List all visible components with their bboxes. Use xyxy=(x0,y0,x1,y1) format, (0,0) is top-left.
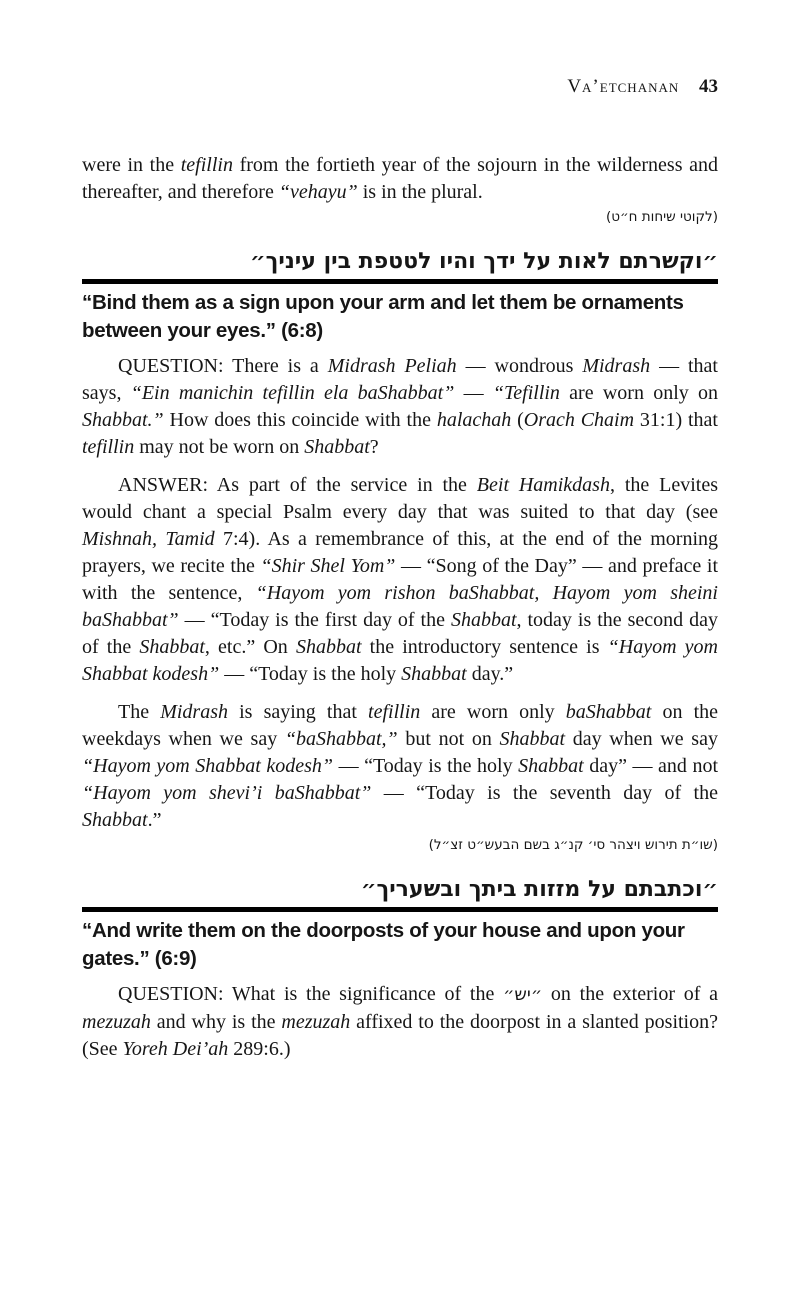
text-run: affixed to the doorpost in a slanted position? (See xyxy=(82,1011,718,1060)
text-run: Yoreh Dei’ah xyxy=(122,1038,229,1060)
text-run: mezuzah xyxy=(281,1011,351,1033)
section-divider-rule-2 xyxy=(82,907,718,912)
text-run: ( xyxy=(511,409,524,431)
text-run: — “Today is the seventh day of the xyxy=(371,782,718,804)
citation-likutei-sichot: (לקוטי שיחות ח״ט) xyxy=(605,209,718,225)
text-run: halachah xyxy=(436,409,512,431)
text-run: “Hayom yom shevi’i baShabbat” xyxy=(82,782,372,804)
text-run: is saying that xyxy=(228,701,369,723)
english-verse-title: “Bind them as a sign upon your arm and let them be ornaments between your eyes.” (6:8) xyxy=(82,291,684,342)
text-run: Shabbat.” xyxy=(82,409,164,431)
running-header xyxy=(82,76,718,98)
text-run: “vehayu” xyxy=(278,181,358,203)
text-run: day when we say xyxy=(565,728,718,750)
text-run: baShabbat xyxy=(565,701,652,723)
text-run: is in the plural. xyxy=(357,181,483,203)
text-run: 31:1) that xyxy=(634,409,718,431)
text-run: — xyxy=(454,382,493,404)
text-run: Shabbat xyxy=(82,809,148,831)
text-run: Mishnah, Tamid xyxy=(82,528,215,550)
text-run: Orach Chaim xyxy=(523,409,635,431)
parsha-title: Va’etchanan xyxy=(567,76,680,97)
text-run: “Hayom yom Shabbat kodesh” xyxy=(82,755,334,777)
paragraph-continuation xyxy=(82,152,718,206)
text-run: mezuzah xyxy=(82,1011,151,1033)
text-run: — that says, xyxy=(82,355,718,404)
text-run: , the Levites would chant a special Psalm every day that was suited to that day (see xyxy=(82,474,718,523)
text-run: and why is the xyxy=(150,1011,282,1033)
text-run: — “Today is the first day of the xyxy=(178,609,451,631)
text-run: .” xyxy=(147,809,162,831)
text-run: QUESTION: What is the significance of the xyxy=(118,983,504,1005)
hebrew-verse-title-2: ״וכתבתם על מזזות ביתך ובשעריך״ xyxy=(360,877,718,902)
text-run: tefillin xyxy=(180,154,233,176)
text-run: on the weekdays when we say xyxy=(82,701,719,750)
text-run: “Shir Shel Yom” xyxy=(260,555,396,577)
text-run: Midrash Peliah xyxy=(327,355,457,377)
text-run: “Ein manichin tefillin ela baShabbat” xyxy=(130,382,455,404)
text-run: “Hayom yom Shabbat kodesh” xyxy=(82,636,718,685)
text-run: QUESTION: There is a xyxy=(118,355,328,377)
text-run: Shabbat xyxy=(450,609,517,631)
section-tefillin xyxy=(82,248,718,854)
text-run: — wondrous xyxy=(456,355,583,377)
text-run: Shabbat xyxy=(139,636,205,658)
text-run: “Tefillin xyxy=(492,382,560,404)
text-run: 289:6.) xyxy=(228,1038,291,1060)
answer-paragraph xyxy=(82,472,718,688)
text-run: — “Song of the Day” — and preface it with the sentence, xyxy=(82,555,719,604)
text-run: but not on xyxy=(397,728,500,750)
text-run: day.” xyxy=(466,663,514,685)
text-run: on the exterior of a xyxy=(542,983,718,1005)
text-run: The xyxy=(118,701,161,723)
question-paragraph-2 xyxy=(82,981,718,1063)
text-run: 7:4). As a remembrance of this, at the end of the morning prayers, we recite the xyxy=(82,528,718,577)
text-run: Midrash xyxy=(160,701,229,723)
text-run: How does this coincide with the xyxy=(163,409,437,431)
page-number: 43 xyxy=(699,76,718,97)
midrash-paragraph xyxy=(82,699,718,834)
text-run: “Hayom yom rishon baShabbat, Hayom yom sheini baShabbat” xyxy=(82,582,718,631)
text-run: day” — and not xyxy=(583,755,718,777)
text-run: Shabbat xyxy=(304,436,370,458)
text-run: , etc.” On xyxy=(204,636,296,658)
text-run: Beit Hamikdash xyxy=(476,474,610,496)
text-run: were in the xyxy=(82,154,181,176)
text-run: tefillin xyxy=(368,701,421,723)
text-run: Shabbat xyxy=(518,755,584,777)
text-run: Shabbat xyxy=(499,728,566,750)
text-run: Shabbat xyxy=(295,636,362,658)
text-run: — “Today is the holy xyxy=(219,663,402,685)
section-divider-rule xyxy=(82,279,718,284)
citation-tirosh-veyitzhar: (שו״ת תירוש ויצהר סי׳ קנ״ג בשם הבעש״ט זצ״ל) xyxy=(428,837,718,853)
text-run: are worn only xyxy=(420,701,566,723)
text-run: Midrash xyxy=(582,355,651,377)
text-run: the introductory sentence is xyxy=(361,636,608,658)
text-run: ? xyxy=(369,436,379,458)
text-run: Shabbat xyxy=(401,663,467,685)
text-run: “baShabbat,” xyxy=(284,728,398,750)
text-run: — “Today is the holy xyxy=(333,755,519,777)
section-mezuzah xyxy=(82,876,718,1063)
text-run: from the fortieth year of the sojourn in the wilderness and thereafter, and therefore xyxy=(82,154,718,203)
text-run: ANSWER: As part of the service in the xyxy=(118,474,477,496)
text-run: , today is the second day of the xyxy=(82,609,718,658)
question-paragraph xyxy=(82,353,718,461)
hebrew-verse-title: ״וקשרתם לאות על ידך והיו לטטפת בין עיניך״ xyxy=(250,249,718,274)
text-run: ״שי״ xyxy=(503,985,543,1005)
english-verse-title-2: “And write them on the doorposts of your house and upon your gates.” (6:9) xyxy=(82,919,685,970)
text-run: may not be worn on xyxy=(134,436,305,458)
text-run: tefillin xyxy=(82,436,135,458)
text-run: are worn only on xyxy=(559,382,719,404)
